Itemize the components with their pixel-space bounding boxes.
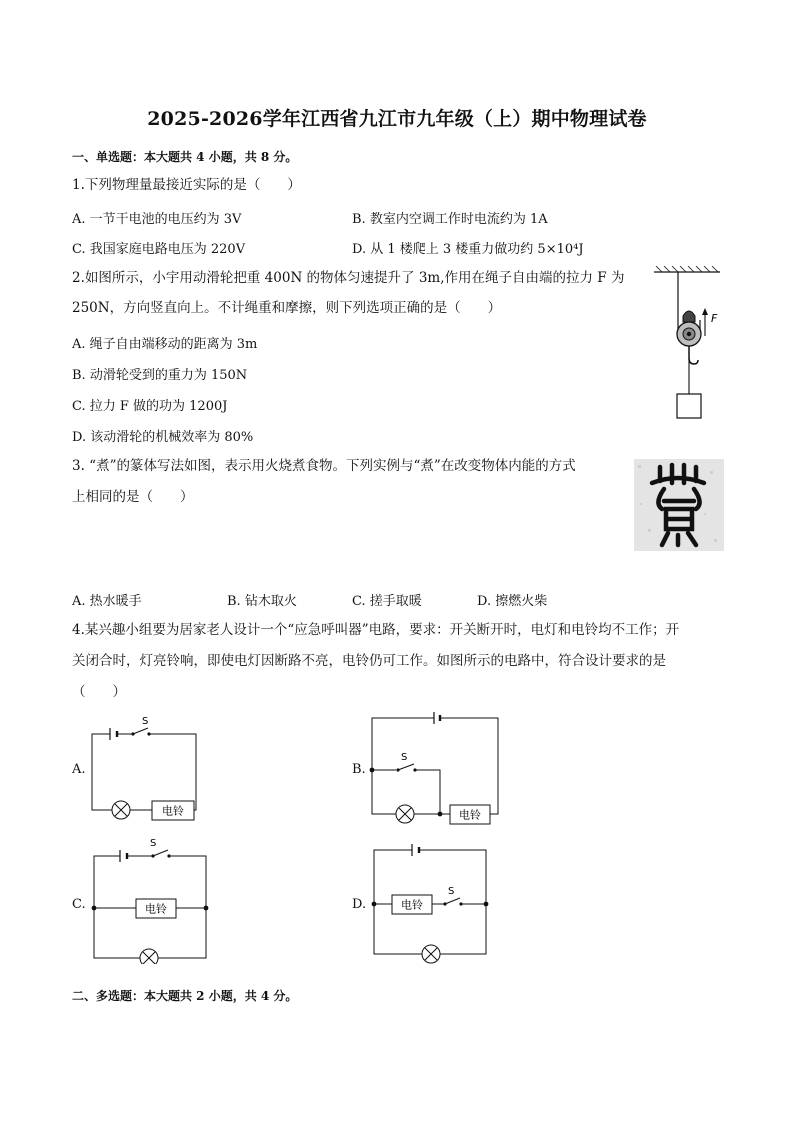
question-2-option-a: A. 绳子自由端移动的距离为 3m [72, 337, 258, 352]
pulley-diagram [648, 266, 728, 426]
hook-icon [689, 346, 698, 364]
circuit-b-label: B. [352, 762, 366, 777]
circuit-a-label: A. [72, 762, 86, 777]
question-3-option-b: B. 钻木取火 [227, 594, 297, 609]
seal-script-character-image [634, 459, 724, 551]
lamp-icon [140, 949, 158, 964]
section-heading-multiple-choice: 二、多选题：本大题共 2 小题，共 4 分。 [72, 989, 298, 1003]
switch-label: S [142, 716, 149, 727]
lamp-icon [422, 945, 440, 963]
switch-label: S [448, 886, 455, 897]
section-heading-single-choice: 一、单选题：本大题共 4 小题，共 8 分。 [72, 150, 298, 164]
question-1-stem: 1.下列物理量最接近实际的是（ ） [72, 177, 301, 193]
switch-label: S [150, 838, 157, 849]
pulley-wheel-icon [677, 311, 701, 346]
question-1-option-d: D. 从 1 楼爬上 3 楼重力做功约 5×10⁴J [352, 242, 584, 257]
switch-icon [151, 850, 170, 858]
ceiling-icon [654, 266, 720, 272]
question-1-option-a: A. 一节干电池的电压约为 3V [72, 212, 242, 227]
page-title: 2025-2026学年江西省九江市九年级（上）期中物理试卷 [147, 108, 647, 130]
bell-label: 电铃 [145, 902, 167, 916]
question-3-stem-line-2: 上相同的是（ ） [72, 489, 194, 505]
switch-icon [396, 764, 416, 772]
circuit-d-label: D. [352, 897, 367, 912]
switch-label: S [401, 752, 408, 763]
question-2-stem-line-1: 2.如图所示，小宇用动滑轮把重 400N 的物体匀速提升了 3m,作用在绳子自由端的拉力 F 为 [72, 270, 625, 286]
question-4-stem-line-2: 关闭合时，灯亮铃响，即使电灯因断路不亮，电铃仍可工作。如图所示的电路中，符合设计要求的是 [72, 653, 666, 669]
question-4-stem-line-3: （ ） [72, 684, 126, 700]
circuit-c-label: C. [72, 897, 86, 912]
bell-label: 电铃 [459, 808, 481, 822]
circuit-d-diagram [366, 840, 492, 966]
bell-label: 电铃 [401, 898, 423, 912]
question-1-option-b: B. 教室内空调工作时电流约为 1A [352, 212, 548, 227]
question-3-stem-line-1: 3. “煮”的篆体写法如图，表示用火烧煮食物。下列实例与“煮”在改变物体内能的方式 [72, 458, 576, 474]
question-4-stem-line-1: 4.某兴趣小组要为居家老人设计一个“应急呼叫器”电路，要求：开关断开时，电灯和电铃均不工作；开 [72, 622, 680, 638]
question-2-stem-line-2: 250N，方向竖直向上。不计绳重和摩擦，则下列选项正确的是（ ） [72, 300, 502, 316]
question-2-option-b: B. 动滑轮受到的重力为 150N [72, 368, 248, 383]
force-label: F [711, 312, 718, 325]
question-2-option-d: D. 该动滑轮的机械效率为 80% [72, 430, 254, 445]
question-3-option-c: C. 搓手取暖 [352, 594, 422, 609]
circuit-c-diagram [86, 834, 212, 964]
lamp-icon [396, 805, 414, 823]
load-block-icon [677, 394, 701, 418]
bell-label: 电铃 [162, 804, 184, 818]
question-1-option-c: C. 我国家庭电路电压为 220V [72, 242, 246, 257]
lamp-icon [112, 801, 130, 819]
question-3-option-d: D. 擦燃火柴 [477, 594, 548, 609]
question-2-option-c: C. 拉力 F 做的功为 1200J [72, 399, 228, 414]
circuit-a-diagram [84, 712, 204, 832]
switch-icon [443, 898, 462, 906]
question-3-option-a: A. 热水暖手 [72, 594, 142, 609]
switch-icon [131, 728, 150, 736]
circuit-b-diagram [364, 708, 504, 830]
